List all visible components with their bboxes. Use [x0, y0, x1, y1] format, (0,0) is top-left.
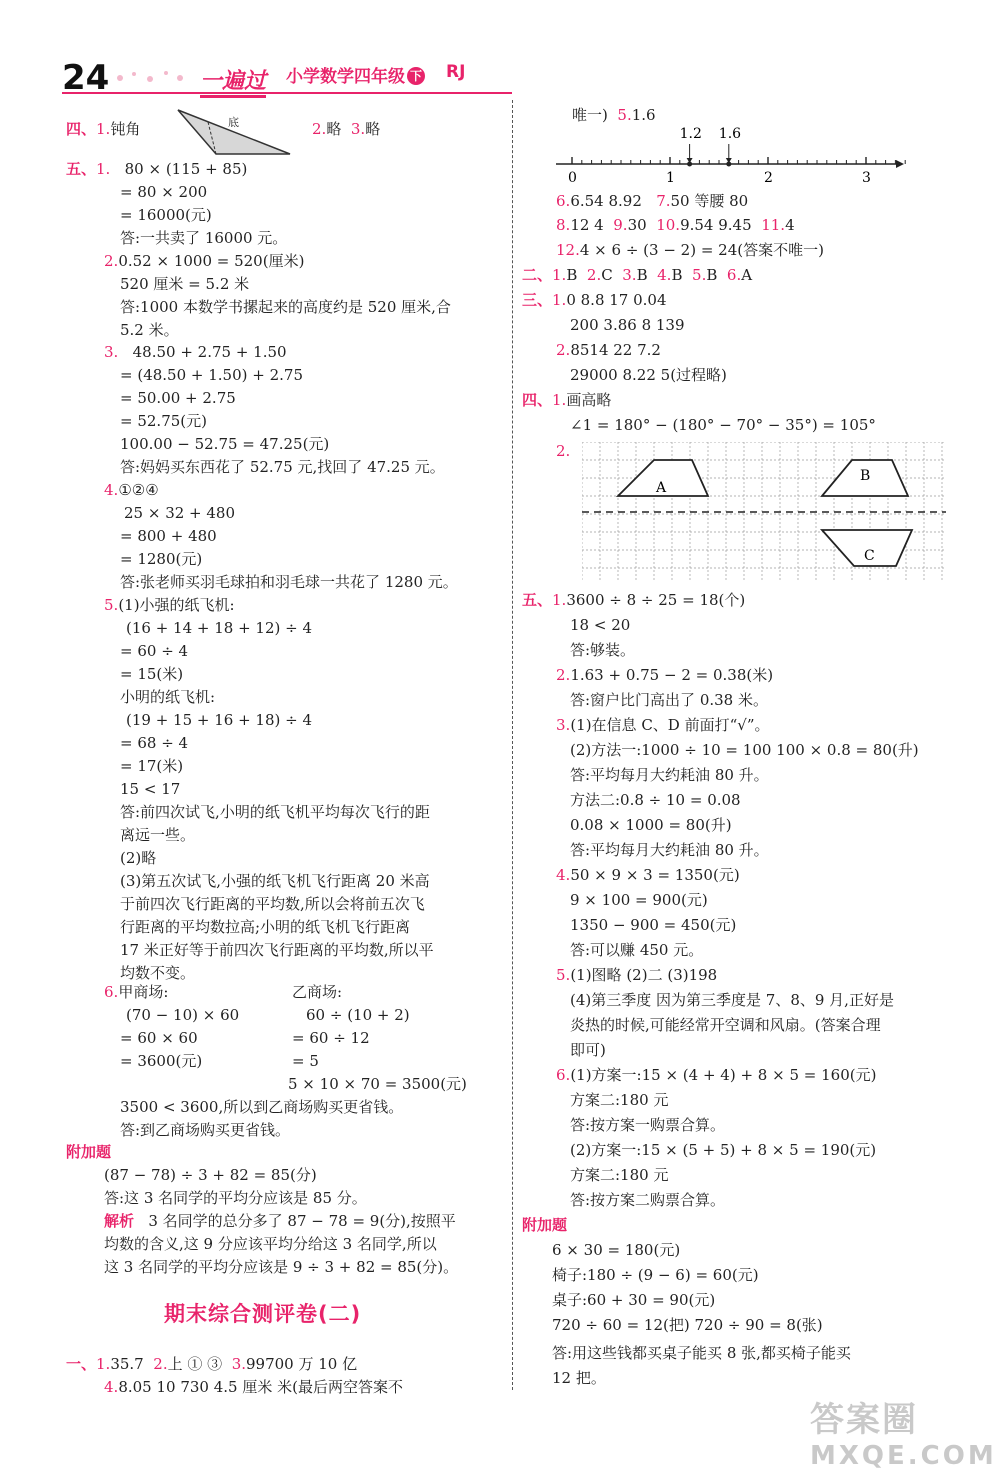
grid-trapezoid-figure [582, 442, 946, 582]
calc-line: = 16000(元) [120, 206, 212, 224]
calc-line: = 60 ÷ 12 [292, 1029, 370, 1047]
calc-line: = 50.00 + 2.75 [120, 389, 236, 407]
answer-line: 答:到乙商场购买更省钱。 [120, 1121, 291, 1139]
answer-line: 答:用这些钱都买桌子能买 8 张,都买椅子能买 [552, 1344, 851, 1362]
answer-line: 答:平均每月大约耗油 80 升。 [570, 766, 769, 784]
obtuse-triangle-figure [172, 106, 296, 158]
s5-q6: 6.甲商场: [104, 983, 169, 1001]
calc-line: 25 × 32 + 480 [124, 504, 236, 522]
s4-line: 四、1.钝角 [66, 120, 141, 138]
number-line-tick-label: 3 [862, 170, 871, 186]
calc-line: 18 < 20 [570, 616, 631, 634]
r-line8: 8.12 4 9.30 10.9.54 9.45 11.4 [556, 216, 795, 234]
number-line-tick-label: 2 [764, 170, 773, 186]
calc-line: = 5 [292, 1052, 319, 1070]
calc-line: 方案二:180 元 [570, 1091, 669, 1109]
answer-line: 200 3.86 8 139 [570, 316, 685, 334]
number-line-point [726, 162, 731, 167]
book-title: 小学数学四年级 下 [286, 62, 425, 87]
calc-line: = 60 × 60 [120, 1029, 198, 1047]
label-c: C [864, 548, 875, 564]
answer-line: 即可) [570, 1041, 606, 1059]
calc-line: 小明的纸飞机: [120, 688, 216, 706]
bonus-heading: 附加题 [66, 1143, 112, 1161]
calc-line: 椅子:180 ÷ (9 − 6) = 60(元) [552, 1266, 759, 1284]
answer-line: 12 把。 [552, 1369, 606, 1387]
r-s5-q2: 2.1.63 + 0.75 − 2 = 0.38(米) [556, 666, 774, 684]
answer-line: 行距离的平均数拉高;小明的纸飞机飞行距离 [120, 918, 411, 936]
calc-line: = 1280(元) [120, 550, 203, 568]
r-s5-q3: 3.(1)在信息 C、D 前面打“√”。 [556, 716, 770, 734]
label-b: B [860, 468, 871, 484]
calc-line: = 60 ÷ 4 [120, 642, 189, 660]
page-number: 24 [62, 58, 110, 98]
r-s3-2: 2.8514 22 7.2 [556, 341, 661, 359]
exam-title: 期末综合测评卷(二) [164, 1302, 362, 1326]
answer-line: 均数不变。 [120, 964, 196, 982]
answer-line: 答:张老师买羽毛球拍和羽毛球一共花了 1280 元。 [120, 573, 458, 591]
answer-line: (3)第五次试飞,小强的纸飞机飞行距离 20 米高 [120, 872, 430, 890]
r-s4-2-num: 2. [556, 442, 571, 460]
s5-q4: 4.①②④ [104, 481, 159, 499]
answer-line: 答:可以赚 450 元。 [570, 941, 704, 959]
number-line-figure [552, 124, 908, 190]
volume-badge: 下 [407, 67, 425, 85]
exam2-s1-line2: 4.8.05 10 730 4.5 厘米 米(最后两空答案不 [104, 1378, 403, 1396]
s5-q1: 五、1. 80 × (115 + 85) [66, 160, 248, 178]
calc-line: 1350 − 900 = 450(元) [570, 916, 737, 934]
answer-line: 答:平均每月大约耗油 80 升。 [570, 841, 769, 859]
calc-line: 5 × 10 × 70 = 3500(元) [288, 1075, 467, 1093]
answer-line: 5.2 米。 [120, 321, 179, 339]
brand-logo: 一遍过 [200, 64, 266, 98]
calc-line: 方案二:180 元 [570, 1166, 669, 1184]
site-watermark: 答案圈 MXQE.COM [810, 1400, 997, 1471]
r-line6: 6.6.54 8.92 7.50 等腰 80 [556, 192, 749, 210]
calc-line: 9 × 100 = 900(元) [570, 891, 708, 909]
stars-decoration-icon [112, 68, 192, 86]
r-s5-q1: 五、1.3600 ÷ 8 ÷ 25 = 18(个) [522, 591, 746, 609]
s4-23: 2.略 3.略 [312, 120, 381, 138]
exam2-s1-line1: 一、1.35.7 2.上 ① ③ 3.99700 万 10 亿 [66, 1355, 358, 1373]
number-line-tick-label: 1 [666, 170, 675, 186]
answer-line: 答:1000 本数学书摞起来的高度约是 520 厘米,合 [120, 298, 451, 316]
s5-q2: 2.0.52 × 1000 = 520(厘米) [104, 252, 305, 270]
answer-line: (4)第三季度 因为第三季度是 7、8、9 月,正好是 [570, 991, 894, 1009]
number-line-tick-marks [572, 157, 905, 164]
header-rule [62, 92, 512, 94]
label-a: A [656, 480, 667, 496]
calc-line: 520 厘米 = 5.2 米 [120, 275, 250, 293]
answer-line: 离远一些。 [120, 826, 196, 844]
answer-line: 答:妈妈买东西花了 52.75 元,找回了 47.25 元。 [120, 458, 445, 476]
calc-line: 720 ÷ 60 = 12(把) 720 ÷ 90 = 8(张) [552, 1316, 823, 1334]
r-line0: 唯一) 5.1.6 [572, 106, 656, 124]
analysis-line: 均数的含义,这 9 分应该平均分给这 3 名同学,所以 [104, 1235, 437, 1253]
analysis-label: 解析 [104, 1212, 135, 1230]
answer-line: 答:够装。 [570, 641, 636, 659]
number-line-point [687, 162, 692, 167]
answer-line: 答:这 3 名同学的平均分应该是 85 分。 [104, 1189, 367, 1207]
calc-line: 6 × 30 = 180(元) [552, 1241, 681, 1259]
calc-line: 方法二:0.8 ÷ 10 = 0.08 [570, 791, 741, 809]
calc-line: 乙商场: [292, 983, 343, 1001]
calc-line: (70 − 10) × 60 [126, 1006, 240, 1024]
r-s2: 二、1.B 2.C 3.B 4.B 5.B 6.A [522, 266, 753, 284]
r-s5-q5: 5.(1)图略 (2)二 (3)198 [556, 966, 718, 984]
calc-line: 桌子:60 + 30 = 90(元) [552, 1291, 716, 1309]
r-s3-1: 三、1.0 8.8 17 0.04 [522, 291, 667, 309]
calc-line: = 15(米) [120, 665, 184, 683]
answer-line: 炎热的时候,可能经常开空调和风扇。(答案合理 [570, 1016, 881, 1034]
analysis-line: 解析 3 名同学的总分多了 87 − 78 = 9(分),按照平 [104, 1212, 456, 1230]
answer-line: 于前四次飞行距离的平均数,所以会将前五次飞 [120, 895, 425, 913]
answer-line: 答:窗户比门高出了 0.38 米。 [570, 691, 768, 709]
answer-line: 答:按方案一购票合算。 [570, 1116, 726, 1134]
calc-line: (19 + 15 + 16 + 18) ÷ 4 [126, 711, 313, 729]
answer-line: 17 米正好等于前四次飞行距离的平均数,所以平 [120, 941, 434, 959]
r-line12: 12.4 × 6 ÷ (3 − 2) = 24(答案不唯一) [556, 241, 824, 259]
bonus-heading-right: 附加题 [522, 1216, 568, 1234]
calc-line: 0.08 × 1000 = 80(升) [570, 816, 732, 834]
analysis-line: 这 3 名同学的平均分应该是 9 ÷ 3 + 82 = 85(分)。 [104, 1258, 459, 1276]
number-line-point-label: 1.6 [718, 126, 742, 142]
answer-line: 答:一共卖了 16000 元。 [120, 229, 288, 247]
answer-line: 29000 8.22 5(过程略) [570, 366, 727, 384]
calc-line: = 68 ÷ 4 [120, 734, 189, 752]
triangle-base-label: 底 [228, 116, 239, 129]
answer-line: 答:按方案二购票合算。 [570, 1191, 726, 1209]
calc-line: (16 + 14 + 18 + 12) ÷ 4 [126, 619, 313, 637]
column-divider [512, 100, 513, 1390]
calc-line: (2)方法一:1000 ÷ 10 = 100 100 × 0.8 = 80(升) [570, 741, 919, 759]
calc-line: = 800 + 480 [120, 527, 217, 545]
angle-calc-line: ∠1 = 180° − (180° − 70° − 35°) = 105° [570, 416, 876, 434]
number-line-tick-label: 0 [568, 170, 577, 186]
calc-line: (87 − 78) ÷ 3 + 82 = 85(分) [104, 1166, 317, 1184]
answer-line: 3500 < 3600,所以到乙商场购买更省钱。 [120, 1098, 404, 1116]
calc-line: 15 < 17 [120, 780, 181, 798]
calc-line: 60 ÷ (10 + 2) [306, 1006, 410, 1024]
s5-q3: 3. 48.50 + 2.75 + 1.50 [104, 343, 287, 361]
calc-line: = 52.75(元) [120, 412, 207, 430]
calc-line: 100.00 − 52.75 = 47.25(元) [120, 435, 330, 453]
calc-line: = 80 × 200 [120, 183, 208, 201]
r-s5-q6: 6.(1)方案一:15 × (4 + 4) + 8 × 5 = 160(元) [556, 1066, 877, 1084]
number-line-arrow-icon [896, 160, 904, 168]
calc-line: = 17(米) [120, 757, 184, 775]
number-line-point-label: 1.2 [679, 126, 702, 142]
calc-line: (2)方案一:15 × (5 + 5) + 8 × 5 = 190(元) [570, 1141, 877, 1159]
calc-line: = 3600(元) [120, 1052, 203, 1070]
answer-line: 答:前四次试飞,小明的纸飞机平均每次飞行的距 [120, 803, 430, 821]
edition-label: RJ [446, 62, 466, 82]
calc-line: = (48.50 + 1.50) + 2.75 [120, 366, 303, 384]
r-s4-1: 四、1.画高略 [522, 391, 612, 409]
r-s5-q4: 4.50 × 9 × 3 = 1350(元) [556, 866, 740, 884]
s5-q5: 5.(1)小强的纸飞机: [104, 596, 235, 614]
answer-line: (2)略 [120, 849, 157, 867]
